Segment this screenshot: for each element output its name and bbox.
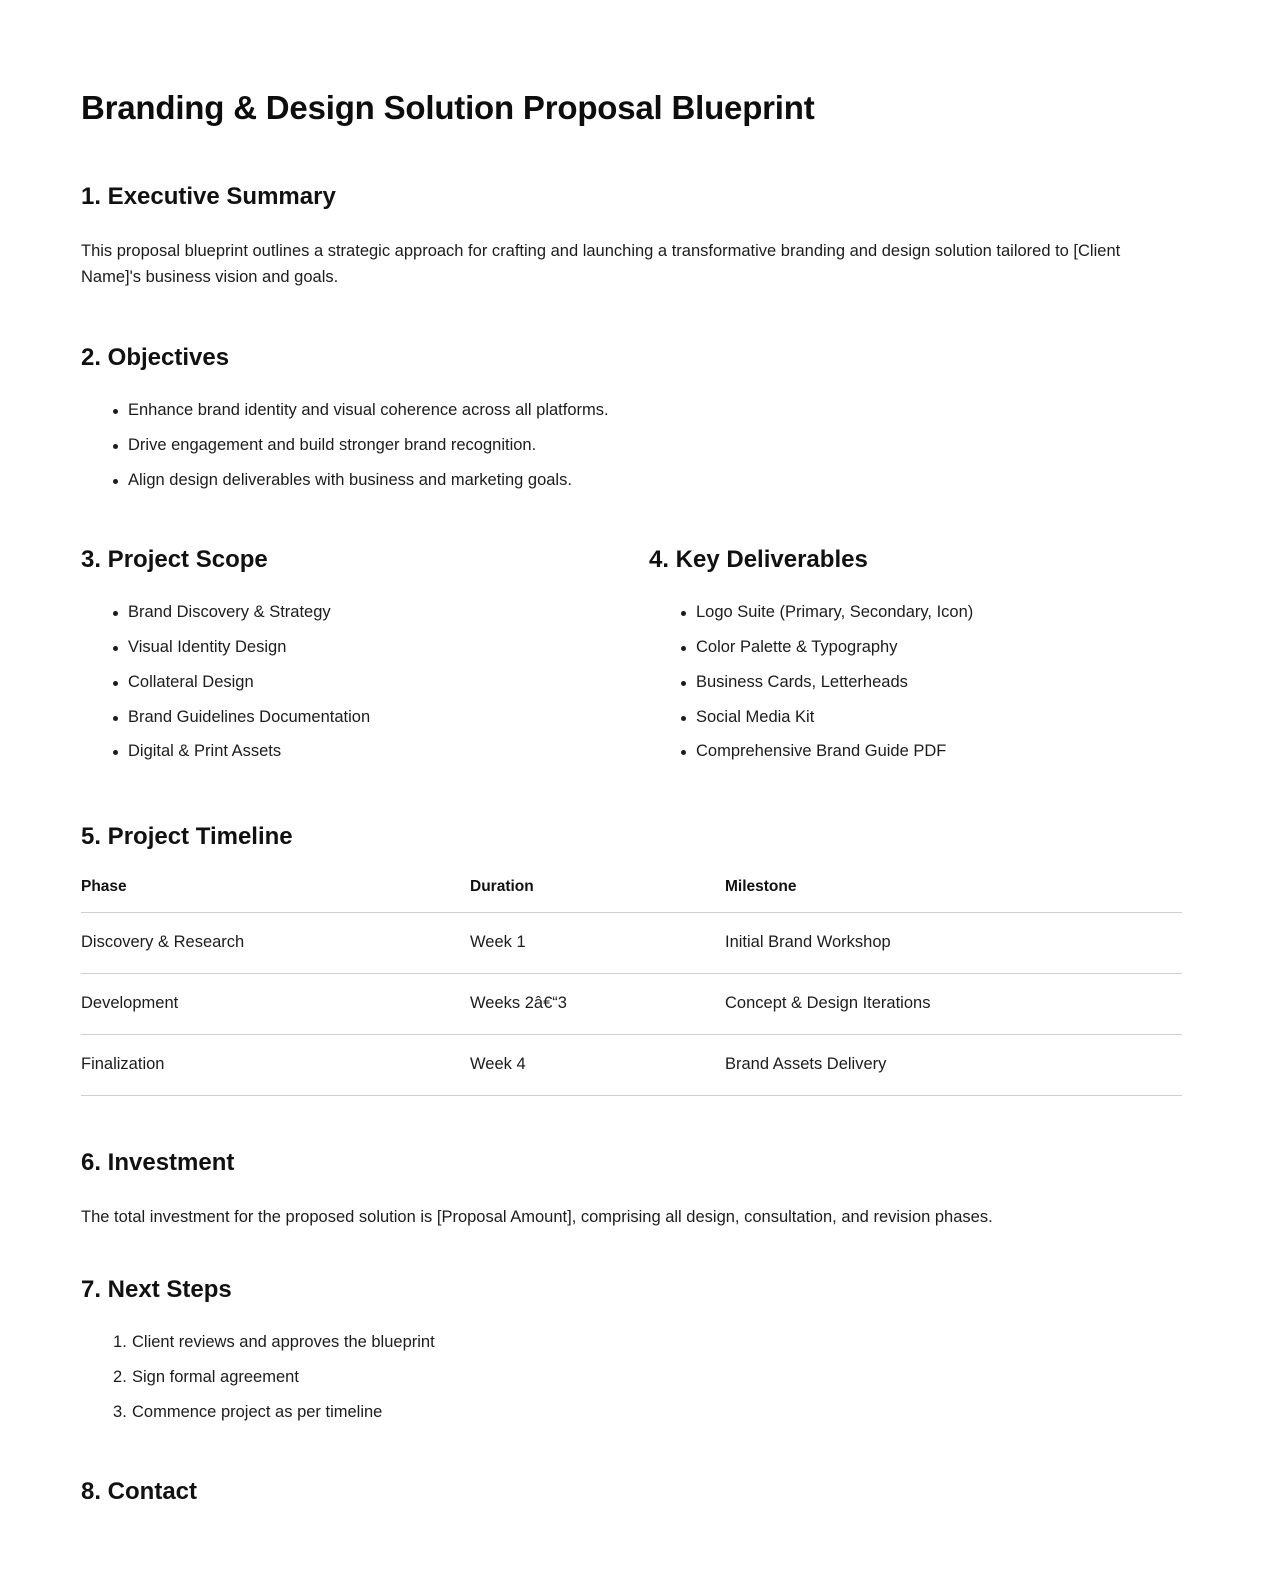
list-item: Digital & Print Assets <box>113 740 649 764</box>
list-item: Social Media Kit <box>681 706 1183 730</box>
list-item: Align design deliverables with business and marketing goals. <box>113 469 1183 493</box>
column-header-milestone: Milestone <box>725 878 1182 913</box>
column-header-duration: Duration <box>470 878 725 913</box>
list-item: Sign formal agreement <box>132 1368 299 1387</box>
section-project-scope <box>81 545 649 765</box>
column-header-phase: Phase <box>81 878 470 913</box>
table-row <box>81 1035 1182 1096</box>
key-deliverables-list <box>649 601 1183 765</box>
list-item: Logo Suite (Primary, Secondary, Icon) <box>681 601 1183 625</box>
list-item: Collateral Design <box>113 671 649 695</box>
table-row <box>81 913 1182 974</box>
scope-deliverables-columns <box>81 545 1183 765</box>
list-item: Enhance brand identity and visual coherence across all platforms. <box>113 399 1183 423</box>
next-steps-list <box>81 1331 1183 1425</box>
cell-milestone: Brand Assets Delivery <box>725 1035 1182 1096</box>
list-item: Brand Guidelines Documentation <box>113 706 649 730</box>
page-title: Branding & Design Solution Proposal Blueprint <box>81 89 815 126</box>
list-item: Brand Discovery & Strategy <box>113 601 649 625</box>
list-item: Client reviews and approves the blueprint <box>132 1333 435 1352</box>
section-heading-project-scope: 3. Project Scope <box>81 545 268 573</box>
cell-duration: Week 4 <box>470 1035 725 1096</box>
section-heading-executive-summary: 1. Executive Summary <box>81 182 336 210</box>
section-heading-contact: 8. Contact <box>81 1477 198 1505</box>
cell-phase: Finalization <box>81 1035 470 1096</box>
executive-summary-paragraph: This proposal blueprint outlines a strategic approach for crafting and launching a transformative branding and design solution tailored to [Client Name]'s business vision and goals. <box>81 241 1121 287</box>
investment-paragraph: The total investment for the proposed solution is [Proposal Amount], comprising all design, consultation, and revision phases. <box>81 1208 993 1227</box>
cell-milestone: Initial Brand Workshop <box>725 913 1182 974</box>
list-item: Business Cards, Letterheads <box>681 671 1183 695</box>
section-heading-investment: 6. Investment <box>81 1149 235 1177</box>
section-next-steps <box>81 1275 1183 1425</box>
cell-duration: Weeks 2â€“3 <box>470 974 725 1035</box>
objectives-list <box>81 399 1183 493</box>
project-scope-list <box>81 601 649 765</box>
list-item: Drive engagement and build stronger brand recognition. <box>113 434 1183 458</box>
project-timeline-table <box>81 878 1182 1096</box>
cell-duration: Week 1 <box>470 913 725 974</box>
section-heading-project-timeline: 5. Project Timeline <box>81 823 293 851</box>
cell-milestone: Concept & Design Iterations <box>725 974 1182 1035</box>
section-heading-objectives: 2. Objectives <box>81 344 230 372</box>
cell-phase: Development <box>81 974 470 1035</box>
section-project-timeline <box>81 822 1183 1096</box>
table-body <box>81 913 1182 1096</box>
table-header-row <box>81 878 1182 913</box>
table-row <box>81 974 1182 1035</box>
section-objectives <box>81 343 1183 493</box>
section-executive-summary <box>81 182 1183 291</box>
cell-phase: Discovery & Research <box>81 913 470 974</box>
list-item: Commence project as per timeline <box>132 1402 383 1421</box>
section-contact <box>81 1477 1183 1507</box>
section-heading-next-steps: 7. Next Steps <box>81 1276 232 1304</box>
section-key-deliverables <box>649 545 1183 765</box>
list-item: Comprehensive Brand Guide PDF <box>681 740 1183 764</box>
section-heading-key-deliverables: 4. Key Deliverables <box>649 545 868 573</box>
list-item: Visual Identity Design <box>113 636 649 660</box>
list-item: Color Palette & Typography <box>681 636 1183 660</box>
table-header <box>81 878 1182 913</box>
section-investment <box>81 1148 1183 1231</box>
